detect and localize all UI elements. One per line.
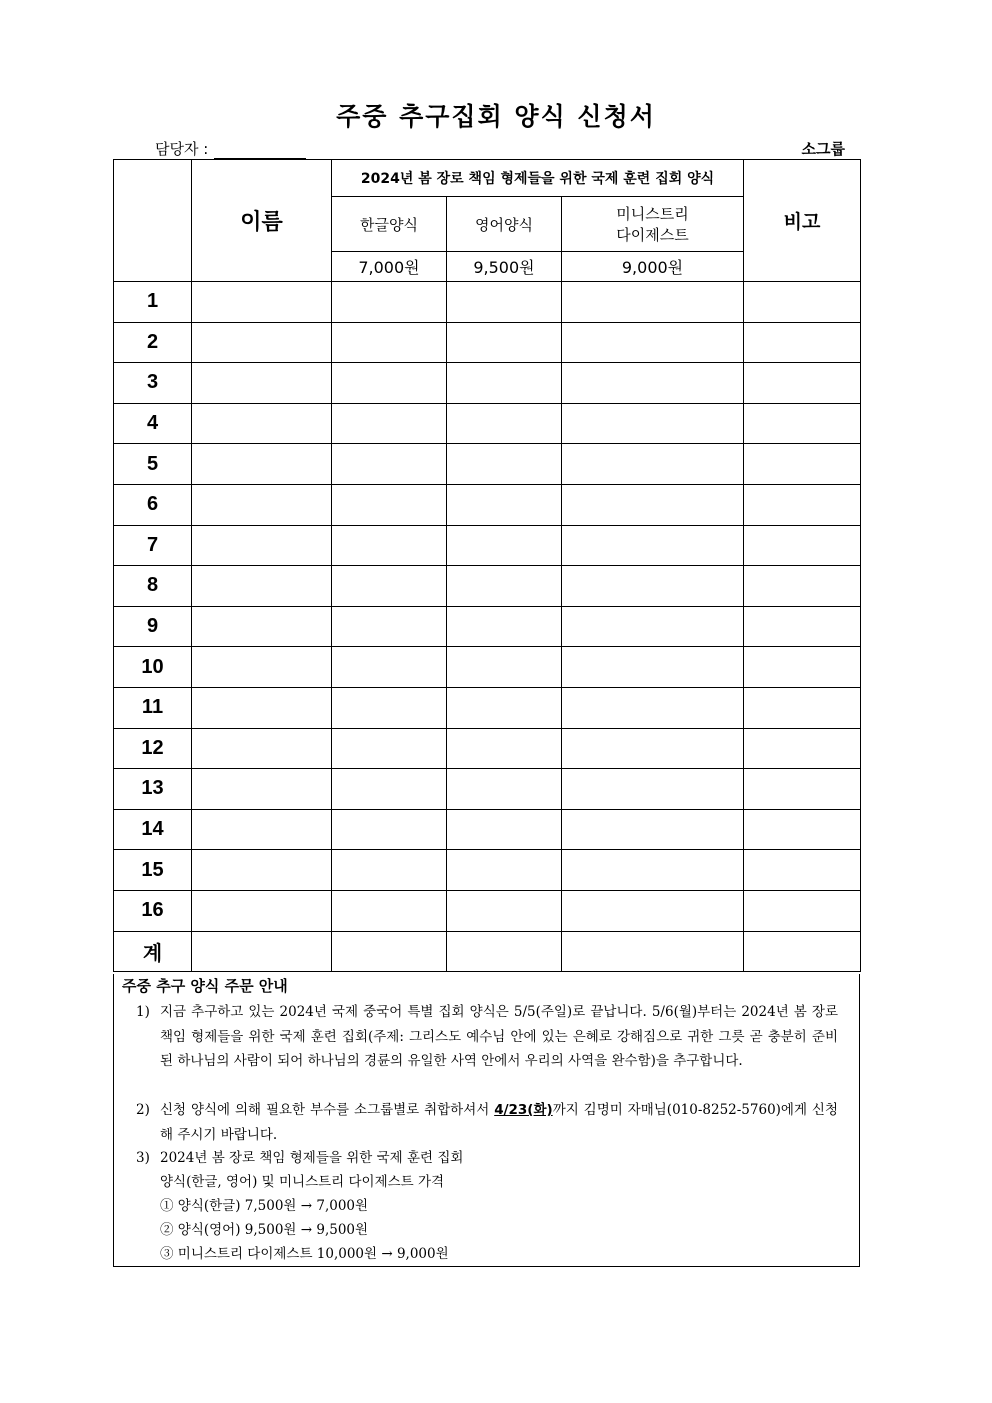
notice-item-2-text-b: 까지 김명미 자매님(010-8252-5760)에게 신청해 주시기 바랍니다. [160,1102,838,1143]
table-row [114,850,861,891]
name-cell[interactable] [192,484,332,525]
note-cell[interactable] [744,566,861,607]
table-row [114,809,861,850]
name-cell[interactable] [192,850,332,891]
ministry-digest-header-line2: 다이제스트 [616,226,689,244]
notice-item-2-text [160,1098,838,1147]
table-row [114,931,861,972]
table-row [114,769,861,810]
note-cell[interactable] [744,809,861,850]
note-cell[interactable] [744,322,861,363]
row-number: 15 [114,850,192,891]
notice-item-2 [136,1098,838,1147]
page-title: 주중 추구집회 양식 신청서 [336,102,656,131]
ministry-qty-cell[interactable] [562,282,744,323]
english-qty-cell[interactable] [447,282,562,323]
price-list-heading: 양식(한글, 영어) 및 미니스트리 다이제스트 가격 [160,1174,445,1190]
notice-title: 주중 추구 양식 주문 안내 [122,977,288,995]
ministry-price: 9,000원 [562,252,744,282]
name-cell[interactable] [192,363,332,404]
ministry-qty-cell[interactable] [562,403,744,444]
english-qty-cell[interactable] [447,647,562,688]
korean-qty-cell[interactable] [332,525,447,566]
row-number: 5 [114,444,192,485]
note-header: 비고 [744,160,861,282]
order-notice [113,974,860,1267]
note-cell[interactable] [744,403,861,444]
ministry-qty-cell[interactable] [562,444,744,485]
korean-qty-cell[interactable] [332,687,447,728]
row-number: 1 [114,282,192,323]
korean-qty-cell[interactable] [332,606,447,647]
table-row [114,647,861,688]
english-qty-cell[interactable] [447,566,562,607]
ministry-qty-cell[interactable] [562,525,744,566]
ministry-qty-cell[interactable] [562,606,744,647]
korean-price: 7,000원 [332,252,447,282]
korean-qty-cell[interactable] [332,931,447,972]
korean-qty-cell[interactable] [332,809,447,850]
table-row [114,403,861,444]
ministry-qty-cell[interactable] [562,322,744,363]
table-row [114,282,861,323]
note-cell[interactable] [744,282,861,323]
ministry-digest-header-line1: 미니스트리 [616,205,689,223]
english-qty-cell[interactable] [447,606,562,647]
name-cell[interactable] [192,282,332,323]
name-header: 이름 [192,160,332,282]
note-cell[interactable] [744,363,861,404]
name-cell[interactable] [192,606,332,647]
english-edition-header: 영어양식 [447,197,562,252]
name-cell[interactable] [192,890,332,931]
korean-edition-header: 한글양식 [332,197,447,252]
note-cell[interactable] [744,931,861,972]
korean-qty-cell[interactable] [332,566,447,607]
row-number: 13 [114,769,192,810]
price-line-english: ② 양식(영어) 9,500원 → 9,500원 [160,1222,369,1238]
korean-qty-cell[interactable] [332,403,447,444]
ministry-qty-cell[interactable] [562,363,744,404]
row-number: 계 [114,931,192,972]
english-qty-cell[interactable] [447,525,562,566]
table-row [114,484,861,525]
korean-qty-cell[interactable] [332,322,447,363]
notice-item-2-number: 2) [136,1102,150,1118]
name-cell[interactable] [192,322,332,363]
row-number: 2 [114,322,192,363]
ministry-qty-cell[interactable] [562,647,744,688]
table-row [114,890,861,931]
table-row [114,525,861,566]
korean-qty-cell[interactable] [332,363,447,404]
deadline-date: 4/23(화) [494,1102,553,1118]
english-qty-cell[interactable] [447,931,562,972]
ministry-digest-header [562,197,744,252]
name-cell[interactable] [192,687,332,728]
name-cell[interactable] [192,444,332,485]
row-number: 14 [114,809,192,850]
name-cell[interactable] [192,566,332,607]
order-table [113,159,861,972]
group-label: 소그룹 [801,140,845,158]
ministry-qty-cell[interactable] [562,484,744,525]
note-cell[interactable] [744,850,861,891]
korean-qty-cell[interactable] [332,484,447,525]
name-cell[interactable] [192,809,332,850]
notice-item-1-text: 지금 추구하고 있는 2024년 국제 중국어 특별 집회 양식은 5/5(주일)로 끝납니다. 5/6(월)부터는 2024년 봄 장로 책임 형제들을 위한 국제 훈련 집회(주제: 그리스도 예수님 안에 있는 은혜로 강해짐으로 귀한 그릇 곧 충분히 준비된 하나님의 사람이 되어 하나님의 경륜의 유일한 사역 안에서 우리의 사역을 완수함)을 추구합니다. [160,1004,838,1069]
notice-item-3-number: 3) [136,1150,150,1166]
english-qty-cell[interactable] [447,403,562,444]
note-cell[interactable] [744,444,861,485]
row-number: 7 [114,525,192,566]
ministry-qty-cell[interactable] [562,769,744,810]
ministry-qty-cell[interactable] [562,890,744,931]
note-cell[interactable] [744,769,861,810]
english-qty-cell[interactable] [447,363,562,404]
korean-qty-cell[interactable] [332,647,447,688]
name-cell[interactable] [192,931,332,972]
note-cell[interactable] [744,606,861,647]
table-row [114,444,861,485]
korean-qty-cell[interactable] [332,890,447,931]
ministry-qty-cell[interactable] [562,931,744,972]
notice-item-1-number: 1) [136,1004,150,1020]
korean-qty-cell[interactable] [332,728,447,769]
table-row [114,687,861,728]
group-field[interactable] [677,138,845,160]
row-number: 10 [114,647,192,688]
english-qty-cell[interactable] [447,809,562,850]
row-number: 16 [114,890,192,931]
korean-qty-cell[interactable] [332,282,447,323]
english-qty-cell[interactable] [447,484,562,525]
row-number: 8 [114,566,192,607]
row-number: 12 [114,728,192,769]
notice-item-3 [136,1146,838,1171]
korean-qty-cell[interactable] [332,444,447,485]
ministry-qty-cell[interactable] [562,728,744,769]
english-qty-cell[interactable] [447,687,562,728]
english-qty-cell[interactable] [447,728,562,769]
name-cell[interactable] [192,728,332,769]
ministry-qty-cell[interactable] [562,566,744,607]
table-row [114,606,861,647]
ministry-qty-cell[interactable] [562,809,744,850]
row-number: 4 [114,403,192,444]
row-number: 6 [114,484,192,525]
note-cell[interactable] [744,687,861,728]
manager-field[interactable] [155,138,306,159]
table-row [114,728,861,769]
note-cell[interactable] [744,525,861,566]
price-line-ministry: ③ 미니스트리 다이제스트 10,000원 → 9,000원 [160,1246,449,1262]
notice-item-1 [136,1000,838,1074]
corner-cell [114,160,192,282]
table-row [114,363,861,404]
english-qty-cell[interactable] [447,850,562,891]
row-number: 9 [114,606,192,647]
table-row [114,566,861,607]
name-cell[interactable] [192,769,332,810]
english-qty-cell[interactable] [447,444,562,485]
manager-blank[interactable] [214,142,306,159]
note-cell[interactable] [744,647,861,688]
price-line-korean: ① 양식(한글) 7,500원 → 7,000원 [160,1198,369,1214]
note-cell[interactable] [744,484,861,525]
manager-label: 담당자 : [155,140,209,158]
note-cell[interactable] [744,728,861,769]
ministry-qty-cell[interactable] [562,687,744,728]
row-number: 3 [114,363,192,404]
notice-item-2-text-a: 신청 양식에 의해 필요한 부수를 소그룹별로 취합하셔서 [160,1102,495,1118]
english-qty-cell[interactable] [447,769,562,810]
korean-qty-cell[interactable] [332,769,447,810]
notice-item-3-text: 2024년 봄 장로 책임 형제들을 위한 국제 훈련 집회 [160,1150,464,1166]
event-header: 2024년 봄 장로 책임 형제들을 위한 국제 훈련 집회 양식 [332,160,744,197]
name-cell[interactable] [192,525,332,566]
english-price: 9,500원 [447,252,562,282]
note-cell[interactable] [744,890,861,931]
korean-qty-cell[interactable] [332,850,447,891]
name-cell[interactable] [192,403,332,444]
row-number: 11 [114,687,192,728]
table-row [114,322,861,363]
name-cell[interactable] [192,647,332,688]
english-qty-cell[interactable] [447,322,562,363]
english-qty-cell[interactable] [447,890,562,931]
ministry-qty-cell[interactable] [562,850,744,891]
